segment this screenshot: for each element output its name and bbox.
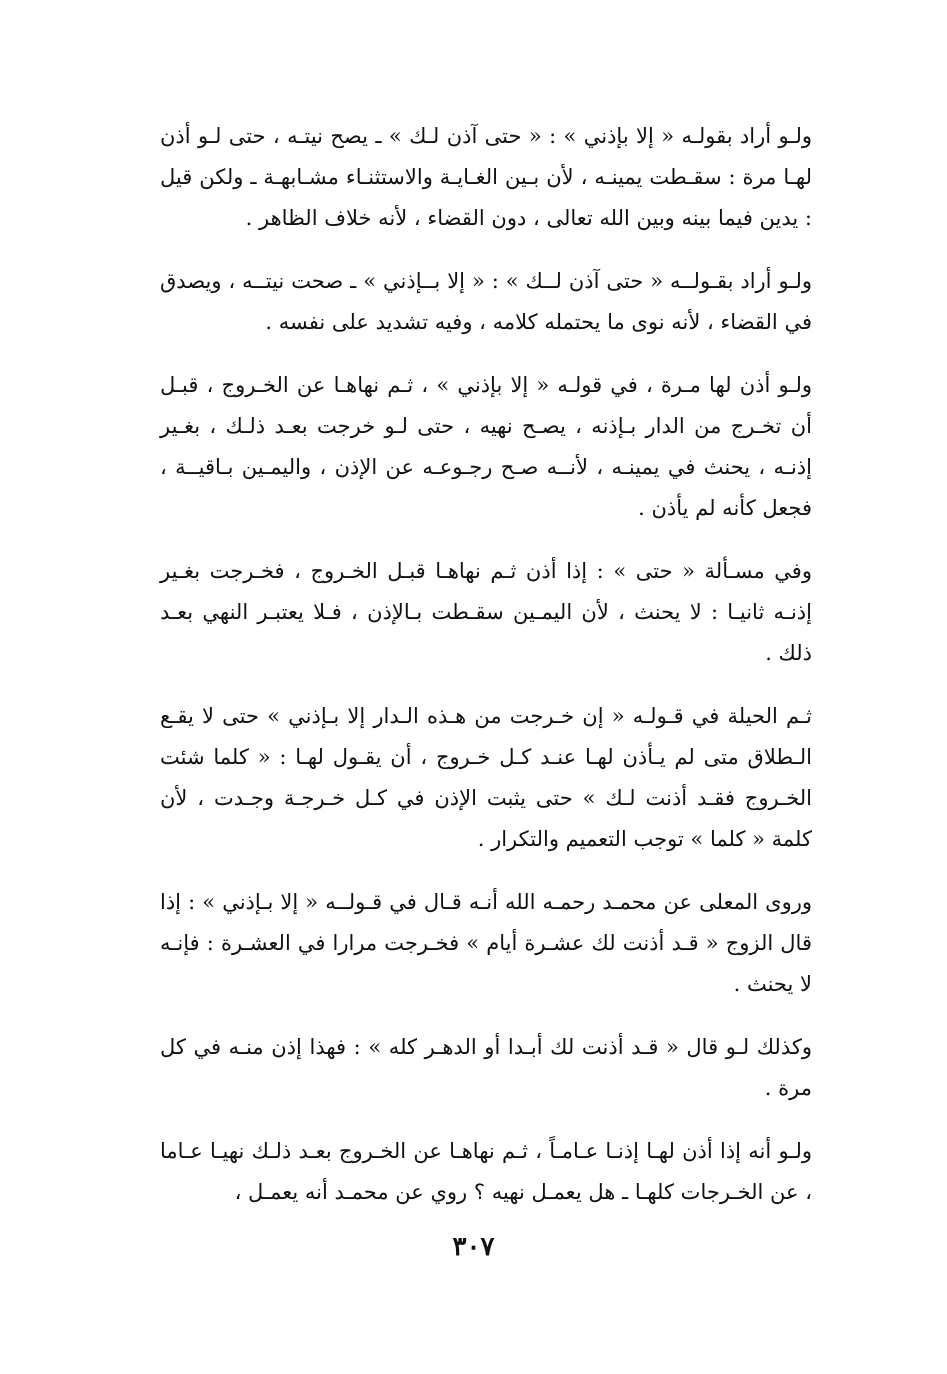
paragraph: ولـو أراد بقـولــه « حتى آذن لــك » : « إلا بــإذني » ـ صحت نيتــه ، ويصدق في القضاء ، لأنه نوى ما يحتمله كلامه ، وفيه تشديد على نفسه .: [160, 269, 812, 334]
paragraph: ولـو أذن لها مـرة ، في قولـه « إلا بإذني » ، ثـم نهاهـا عن الخـروج ، قبـل أن تخـرج من الدار بـإذنه ، يصـح نهيه ، حتى لـو خرجت بعـد ذلـك ، بغـير إذنـه ، يحنث في يمينـه ، لأنــه صـح رجـوعـه عن الإذن ، واليمـين بـاقيــة ، فجعل كأنه لم يأذن .: [160, 373, 812, 520]
paragraph: ثـم الحيلة في قـولـه « إن خـرجت من هـذه الـدار إلا بـإذني » حتى لا يقـع الـطلاق متى لم يـأذن لهـا عنـد كـل خـروج ، أن يقـول لهـا : « كلما شئت الخـروج فقـد أذنت لـك » حتى يثبت الإذن في كـل خـرجـة وجـدت ، لأن كلمة « كلما » توجب التعميم والتكرار .: [160, 704, 812, 851]
page-number: ٣٠٧: [452, 1232, 495, 1262]
paragraph: ولـو أراد بقولـه « إلا بإذني » : « حتى آذن لـك » ـ يصح نيتـه ، حتى لـو أذن لهـا مرة : سقـطت يمينـه ، لأن بـين الغـايـة والاستثنـاء مشـابهـة ـ ولكن قيل : يدين فيما بينه وبين الله تعالى ، دون القضاء ، لأنه خلاف الظاهر .: [160, 124, 812, 230]
paragraph: وكذلك لـو قال « قـد أذنت لك أبـدا أو الدهـر كله » : فهذا إذن منـه في كل مرة .: [160, 1035, 812, 1100]
paragraph: وروى المعلى عن محمـد رحمـه الله أنـه قـال في قـولــه « إلا بـإذني » : إذا قال الزوج « قـد أذنت لك عشـرة أيام » فخـرجت مرارا في العشـرة : فإنـه لا يحنث .: [160, 890, 812, 996]
paragraph: وفي مسـألة « حتى » : إذا أذن ثـم نهاهـا قبـل الخـروج ، فخـرجت بغـير إذنـه ثانيـا : لا يحنث ، لأن اليمـين سقـطت بـالإذن ، فـلا يعتبـر النهي بعـد ذلك .: [160, 559, 812, 665]
paragraph: ولـو أنه إذا أذن لهـا إذنـا عـامـاً ، ثـم نهاهـا عن الخـروج بعـد ذلـك نهيـا عـاما ، عن الخـرجات كلهـا ـ هل يعمـل نهيه ؟ روي عن محمـد أنه يعمـل ،: [160, 1139, 812, 1204]
main-text: [160, 116, 812, 1235]
